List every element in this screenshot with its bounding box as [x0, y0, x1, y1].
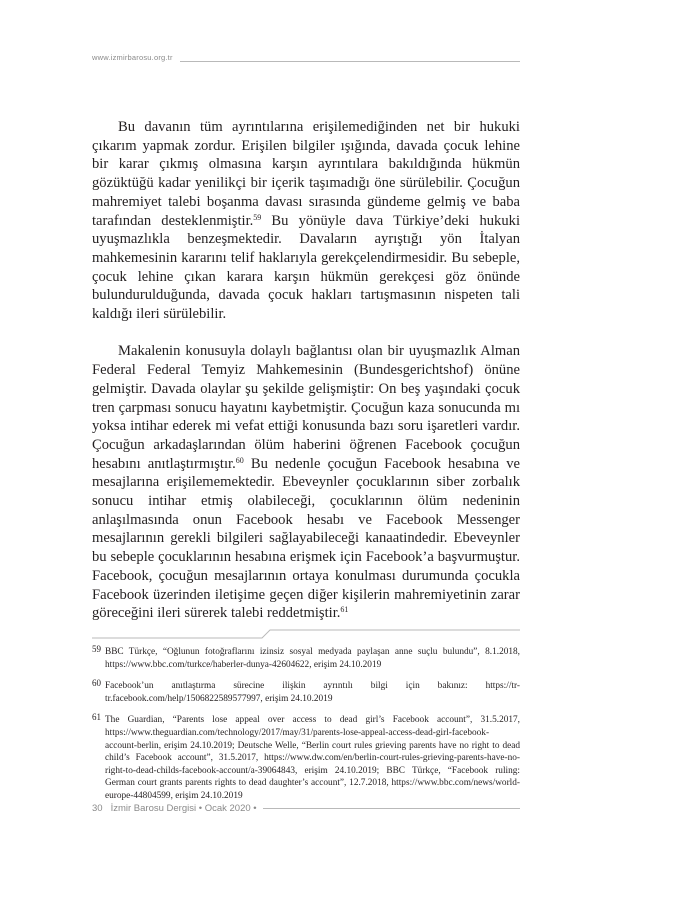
paragraph-2: [92, 342, 520, 623]
header-rule: [180, 61, 520, 62]
footnote-text: The Guardian, “Parents lose appeal over access to dead girl’s Facebook account”, 31.5.2017, https://www.theguardian.com/technology/2017/may/31/parents-lose-appeal-access-dead-girl-facebook-account-berlin, erişim 24.10.2019; Deutsche Welle, “Berlin court rules grieving parents have no right to dead child’s Facebook account”, 31.5.2017, https://www.dw.com/en/berlin-court-rules-grieving-parents-have-no-right-to-dead-childs-facebook-account/a-39064843, erişim 24.10.2019; BBC Türkçe, “Facebook ruling: German court grants parents rights to dead daughter’s account”, 12.7.2018, https://www.bbc.com/news/world-europe-44804599, erişim 24.10.2019: [105, 715, 520, 801]
footnote-61: [92, 714, 520, 802]
footnote-number: 61: [92, 712, 101, 723]
paragraph-1-text-a: Bu davanın tüm ayrıntılarına erişilemediğinden net bir hukuki çıkarım yapmak zordur. Erişilen bilgiler ışığında, davada çocuk lehine bir karar çıkmış olmasına karşın ayrıntılara bakıldığında hükmün gözüktüğü kadar yenilikçi bir içerik taşımadığı öne sürülebilir. Çocuğun mahremiyet talebi boşanma davası sırasında gündeme gelmiş ve baba tarafından desteklenmiştir.: [92, 119, 520, 229]
page-footer: [92, 801, 520, 815]
footnote-divider: [92, 628, 520, 640]
footer-rule: [263, 808, 520, 809]
footnote-60: [92, 680, 520, 705]
journal-info: İzmir Barosu Dergisi • Ocak 2020 •: [110, 802, 257, 814]
paragraph-1-text-b: Bu yönüyle dava Türkiye’deki hukuki uyuşmazlıkla benzeşmektedir. Davaların ayrıştığı yön İtalyan mahkemesinin kararını telif haklarıyla gerekçelendirmesidir. Bu sebeple, çocuk lehine çıkan karara karşın hükmün gerekçesi göz önünde bulundurulduğunda, davada çocuk hakları tartışmasının nispeten tali kaldığı ileri sürülebilir.: [92, 212, 521, 323]
footnote-text: Facebook’un anıtlaştırma sürecine ilişkin ayrıntılı bilgi için bakınız: https://tr-tr.facebook.com/help/1506822589577997, erişim 24.10.2019: [105, 681, 520, 704]
footnote-ref-59: 59: [253, 212, 262, 222]
paragraph-1: [92, 118, 520, 324]
header-url: www.izmirbarosu.org.tr: [92, 53, 173, 62]
footnotes: [92, 646, 520, 812]
footnote-number: 60: [92, 678, 101, 689]
footnote-59: [92, 646, 520, 671]
article-body: [92, 118, 520, 623]
paragraph-2-text-b: Bu nedenle çocuğun Facebook hesabına ve mesajlarına erişilememektedir. Ebeveynler çocuklarının siber zorbalık sonucu intihar etmiş olabileceği, çocuklarının ölüm nedeninin anlaşılmasında onun Facebook hesabı ve Facebook Messenger mesajlarının gerekli bilgileri sağlayabileceği kanaatindedir. Ebeveynler bu sebeple çocuklarının hesabına erişmek için Facebook’a başvurmuştur. Facebook, çocuğun mesajlarının ortaya konulması durumunda çocukla Facebook üzerinden iletişime geçen diğer kişilerin mahremiyetinin zarar göreceğini ileri sürerek talebi reddetmiştir.: [92, 455, 521, 622]
footnote-number: 59: [92, 644, 101, 654]
footnote-ref-61: 61: [340, 605, 349, 615]
footnote-text: BBC Türkçe, “Oğlunun fotoğraflarını izinsiz sosyal medyada paylaşan anne suçlu bulundu”, 8.1.2018, https://www.bbc.com/turkce/haberler-dunya-42604622, erişim 24.10.2019: [105, 647, 520, 670]
paragraph-2-text-a: Makalenin konusuyla dolaylı bağlantısı olan bir uyuşmazlık Alman Federal Federal Temyiz Mahkemesinin (Bundesgerichtshof) önüne gelmiştir. Davada olaylar şu şekilde gelişmiştir: On beş yaşındaki çocuk tren çarpması sonucu hayatını kaybetmiştir. Çocuğun kaza sonucunda mı yoksa intihar ederek mi vefat ettiği konusunda bazı soru işaretleri vardır. Çocuğun arkadaşlarından ölüm haberini öğrenen Facebook çocuğun hesabını anıtlaştırmıştır.: [92, 343, 520, 472]
footnote-ref-60: 60: [235, 455, 244, 465]
page-number: 30: [92, 802, 103, 814]
